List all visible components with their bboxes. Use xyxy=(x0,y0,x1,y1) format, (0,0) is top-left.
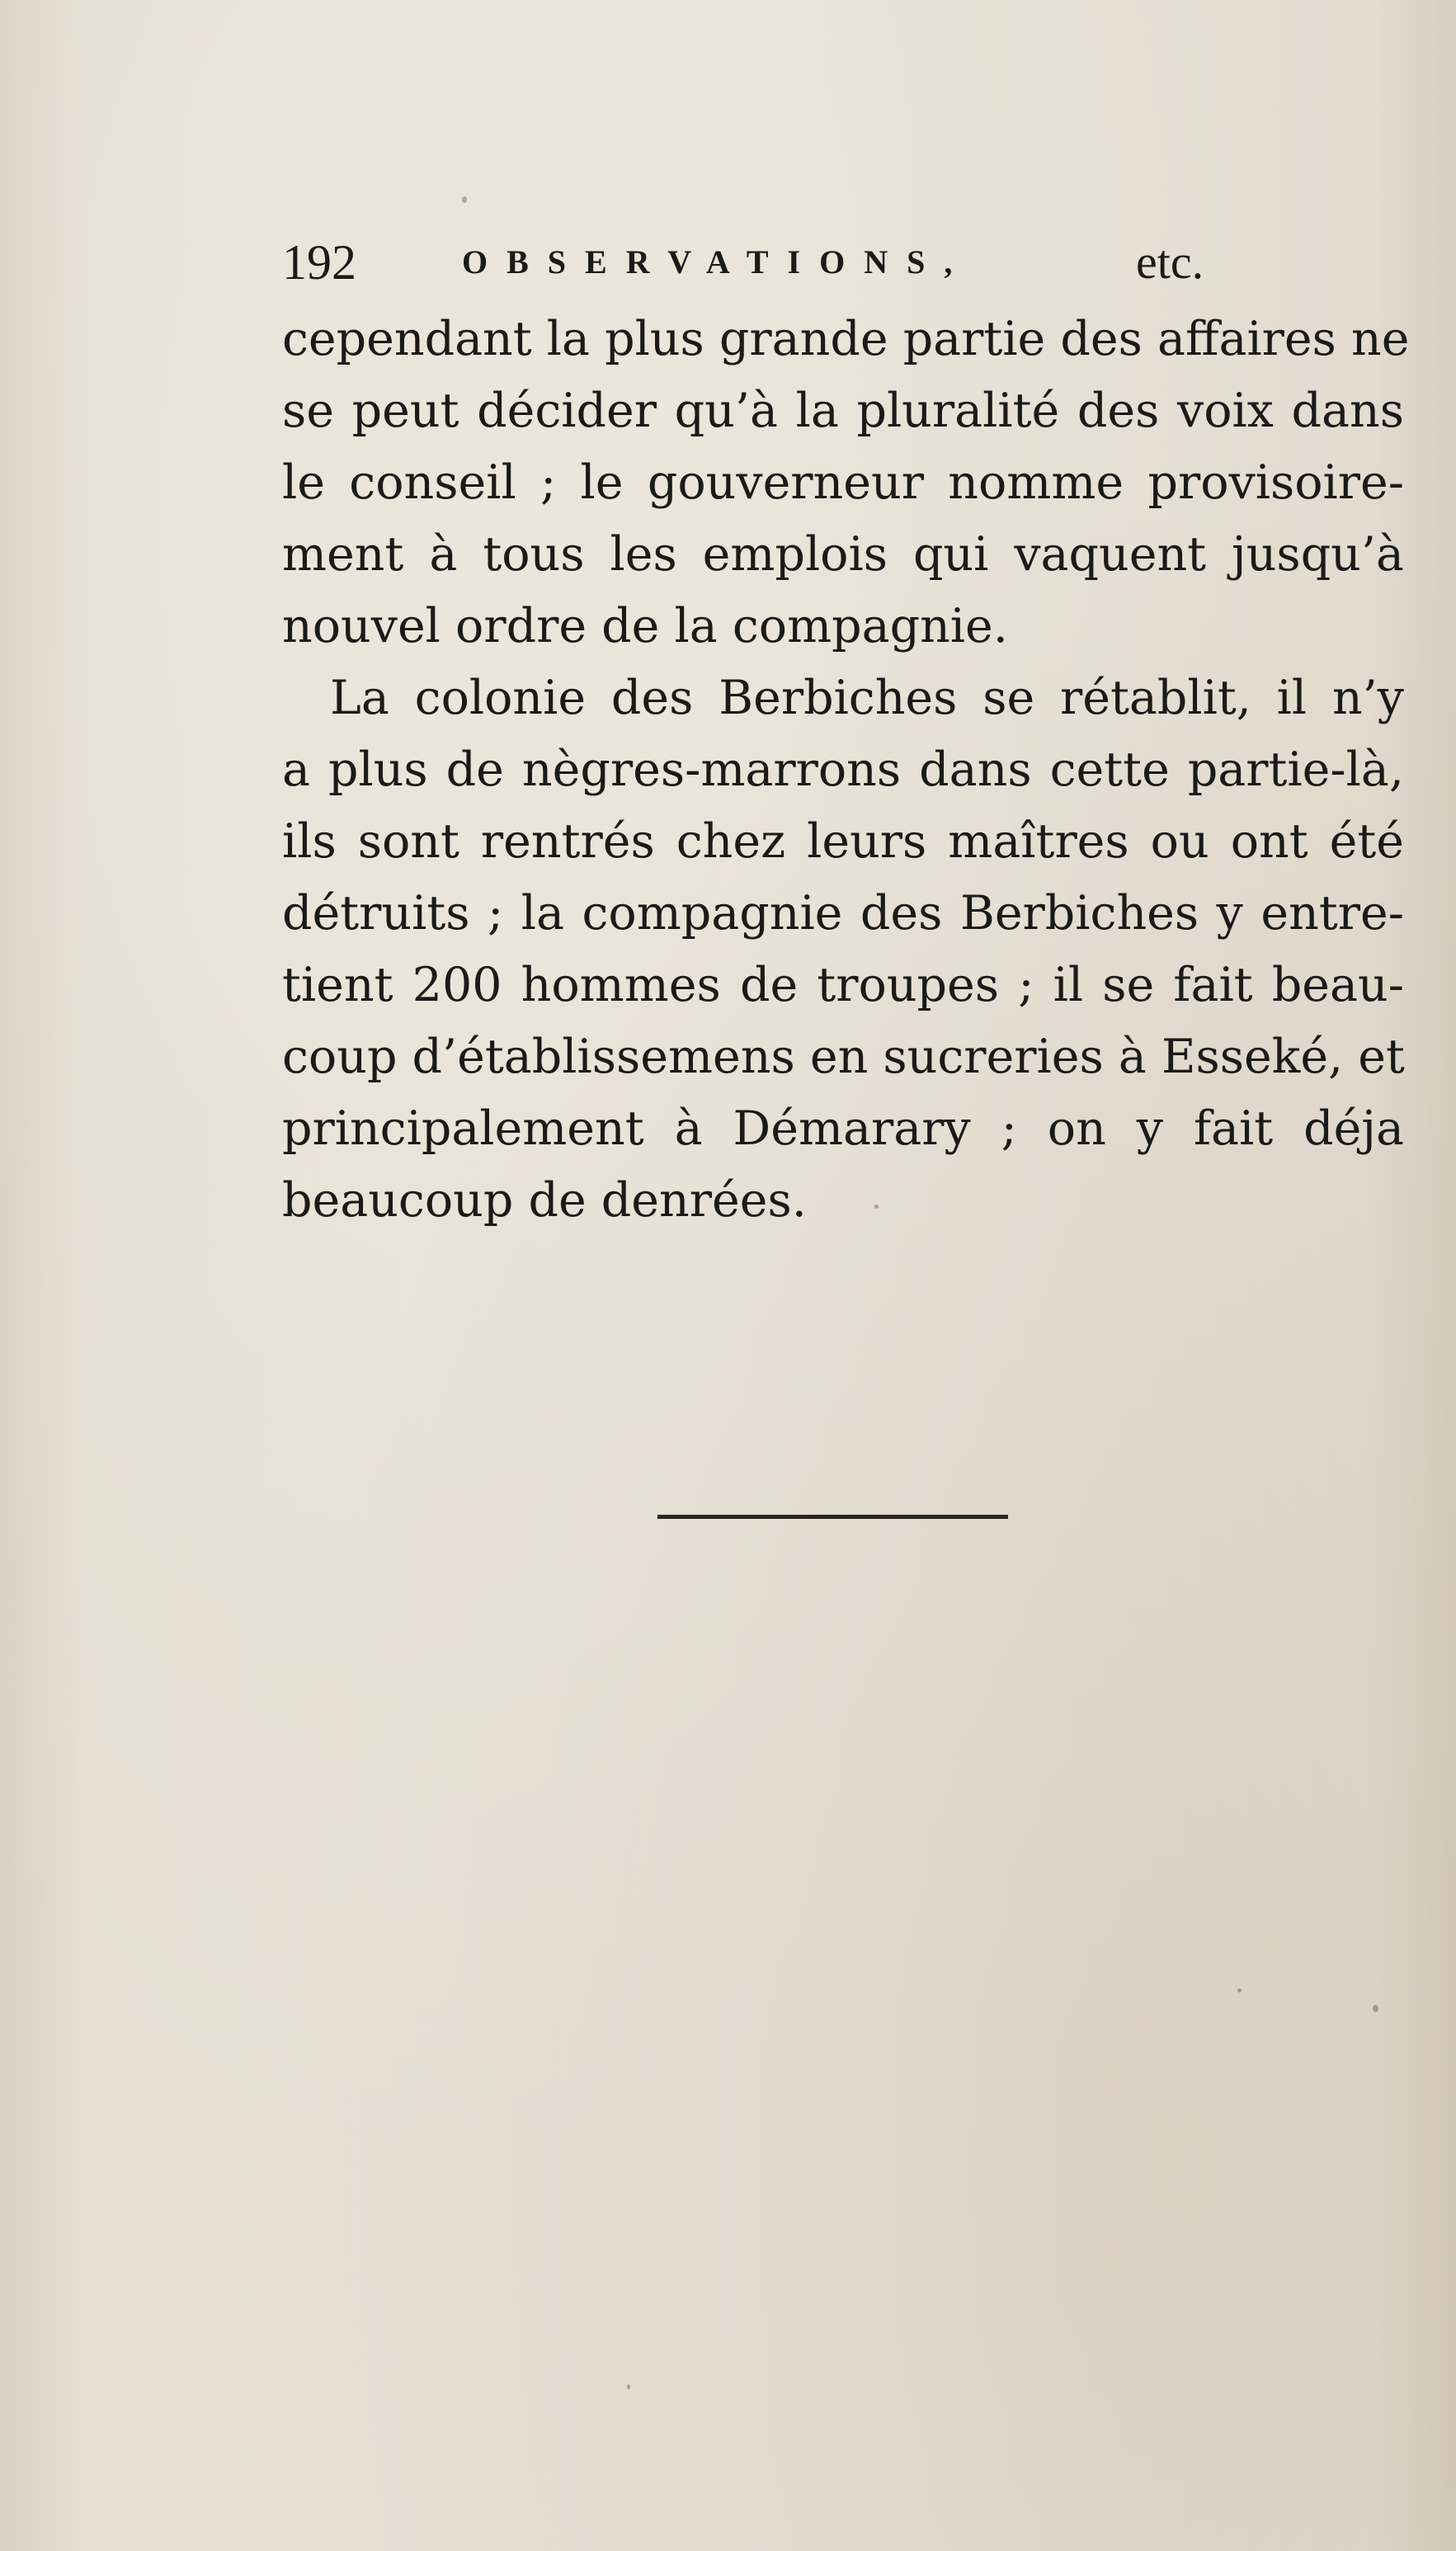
body-text xyxy=(282,304,1410,1237)
text-line: nouvel ordre de la compagnie. xyxy=(282,599,1008,653)
running-title-suffix: etc. xyxy=(1136,235,1204,289)
running-title: OBSERVATIONS, xyxy=(462,243,972,281)
paper-speck xyxy=(627,2384,630,2389)
text-line: coup d’établissemens en sucreries à Esseké, et xyxy=(282,1030,1405,1084)
text-line: se peut décider qu’à la pluralité des voix dans xyxy=(282,384,1404,438)
paragraph-1 xyxy=(282,304,1410,663)
page-number: 192 xyxy=(282,235,356,290)
text-line: le conseil ; le gouverneur nomme provisoire- xyxy=(282,455,1404,510)
paper-speck xyxy=(1373,2005,1378,2012)
paper-speck xyxy=(874,1205,879,1209)
text-line: a plus de nègres-marrons dans cette partie-là, xyxy=(282,743,1404,797)
text-line: ils sont rentrés chez leurs maîtres ou ont été xyxy=(282,814,1404,869)
text-line: La colonie des Berbiches se rétablit, il n’y xyxy=(330,671,1404,725)
text-line: beaucoup de denrées. xyxy=(282,1173,807,1228)
paper-speck xyxy=(1237,1988,1242,1992)
text-line: principalement à Démarary ; on y fait déja xyxy=(282,1101,1404,1156)
closing-rule xyxy=(657,1515,1008,1519)
paragraph-2 xyxy=(282,663,1404,1237)
text-line: ment à tous les emplois qui vaquent jusqu’à xyxy=(282,527,1404,582)
page-header xyxy=(282,221,1260,304)
text-line: tient 200 hommes de troupes ; il se fait beau- xyxy=(282,958,1404,1012)
text-line: cependant la plus grande partie des affaires ne xyxy=(282,312,1410,366)
paper-speck xyxy=(462,196,467,203)
text-line: détruits ; la compagnie des Berbiches y entre- xyxy=(282,886,1404,941)
